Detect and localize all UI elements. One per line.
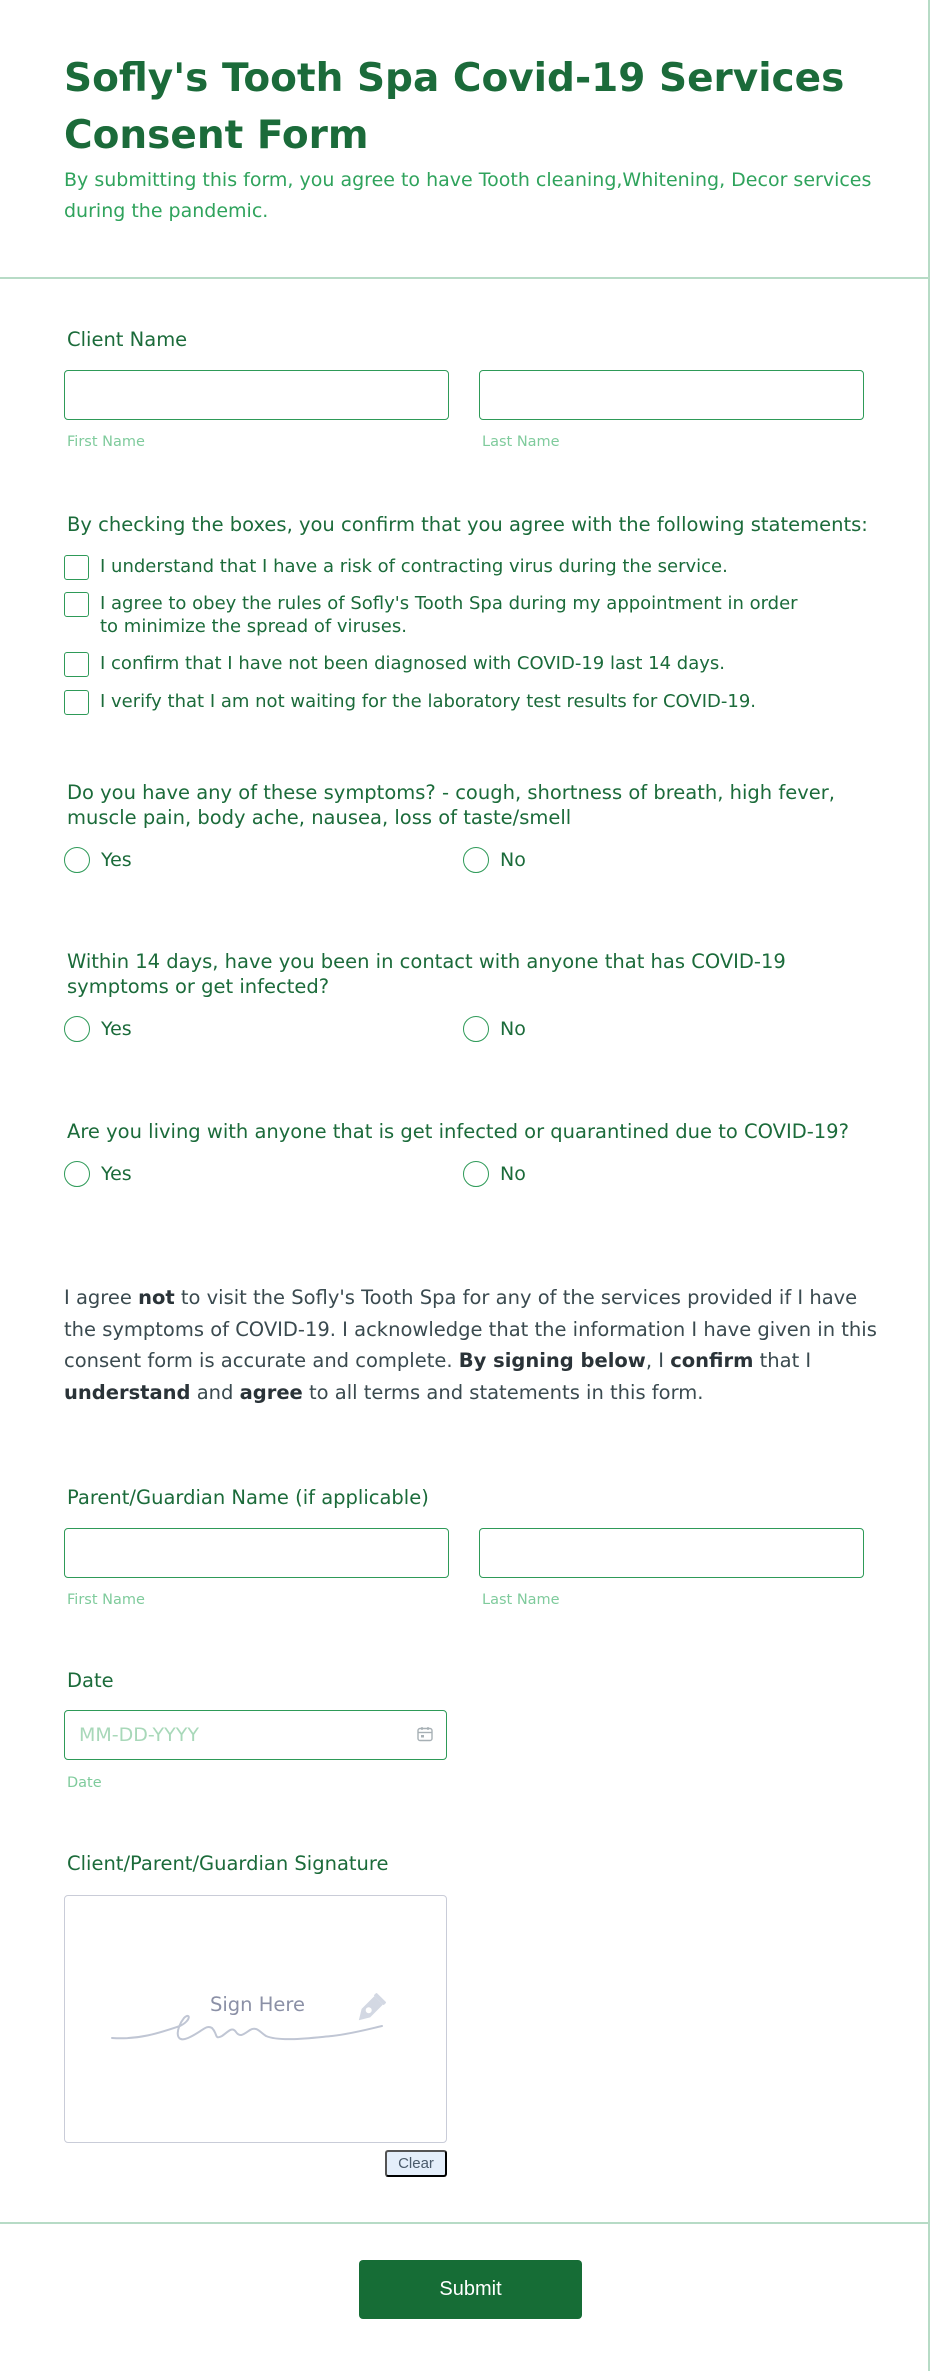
submit-button[interactable]: Submit <box>359 2260 582 2319</box>
client-name-label: Client Name <box>67 328 188 351</box>
radio-circle[interactable] <box>463 1016 489 1042</box>
radio-circle[interactable] <box>64 1016 90 1042</box>
clear-signature-button[interactable]: Clear <box>385 2150 447 2177</box>
statement-text: I agree to obey the rules of Sofly's Tooth Spa during my appointment in order to minimize the spread of viruses. <box>100 593 798 637</box>
agreement-bold-text: agree <box>239 1380 303 1404</box>
statement-checkbox[interactable] <box>64 555 89 580</box>
radio-label: No <box>500 1018 526 1040</box>
form-header <box>0 0 928 279</box>
signature-label: Client/Parent/Guardian Signature <box>67 1852 389 1875</box>
radio-label: Yes <box>101 1163 132 1185</box>
date-input[interactable] <box>64 1710 447 1760</box>
statements-label: By checking the boxes, you confirm that you agree with the following statements: <box>67 513 868 536</box>
agreement-bold-text: By signing below <box>458 1349 646 1372</box>
statement-row[interactable] <box>64 652 820 677</box>
contact-no-option[interactable] <box>463 1016 526 1042</box>
date-label: Date <box>67 1669 114 1692</box>
statement-row[interactable] <box>64 555 820 580</box>
client-first-name-input[interactable] <box>64 370 449 420</box>
symptoms-yes-option[interactable] <box>64 847 132 873</box>
statement-checkbox[interactable] <box>64 592 89 617</box>
agreement-bold-text: not <box>138 1286 175 1309</box>
agreement-text: , I <box>645 1349 671 1372</box>
contact-yes-option[interactable] <box>64 1016 132 1042</box>
agreement-paragraph <box>64 1282 884 1408</box>
radio-label: Yes <box>101 1018 132 1040</box>
statement-text: I understand that I have a risk of contracting virus during the service. <box>100 556 728 577</box>
guardian-last-name-sublabel: Last Name <box>482 1592 560 1608</box>
radio-circle[interactable] <box>64 1161 90 1187</box>
guardian-name-label: Parent/Guardian Name (if applicable) <box>67 1486 429 1509</box>
symptoms-question: Do you have any of these symptoms? - cough, shortness of breath, high fever, muscle pain, body ache, nausea, loss of taste/smell <box>67 781 835 829</box>
guardian-last-name-input[interactable] <box>479 1528 864 1578</box>
statement-row[interactable] <box>64 690 820 715</box>
date-sublabel: Date <box>67 1775 102 1791</box>
agreement-text: that I <box>753 1349 812 1372</box>
living-no-option[interactable] <box>463 1161 526 1187</box>
client-first-name-sublabel: First Name <box>67 434 145 450</box>
statement-checkbox[interactable] <box>64 652 89 677</box>
form-title: Sofly's Tooth Spa Covid-19 Services Consent Form <box>64 56 845 158</box>
client-last-name-input[interactable] <box>479 370 864 420</box>
living-question: Are you living with anyone that is get infected or quarantined due to COVID-19? <box>67 1120 849 1143</box>
sign-here-placeholder: Sign Here <box>210 1993 305 2016</box>
guardian-first-name-sublabel: First Name <box>67 1592 145 1608</box>
radio-circle[interactable] <box>64 847 90 873</box>
radio-label: No <box>500 849 526 871</box>
agreement-text: I agree <box>64 1286 139 1309</box>
agreement-text: to visit the Sofly's Tooth Spa for any of the services provided if I have the symptoms of COVID-19. I acknowledge that the information I have given in this consent form is accurate and complete. <box>64 1286 877 1372</box>
radio-label: No <box>500 1163 526 1185</box>
statement-row[interactable] <box>64 592 820 638</box>
contact-question: Within 14 days, have you been in contact with anyone that has COVID-19 symptoms or get infected? <box>67 950 786 998</box>
pen-icon <box>347 1990 389 2032</box>
guardian-first-name-input[interactable] <box>64 1528 449 1578</box>
form-subtitle: By submitting this form, you agree to have Tooth cleaning,Whitening, Decor services during the pandemic. <box>64 169 872 222</box>
statement-text: I confirm that I have not been diagnosed with COVID-19 last 14 days. <box>100 653 725 674</box>
agreement-text: and <box>190 1380 240 1404</box>
signature-pad[interactable] <box>64 1895 447 2143</box>
calendar-icon[interactable] <box>416 1725 434 1747</box>
header-divider <box>0 277 928 279</box>
client-last-name-sublabel: Last Name <box>482 434 560 450</box>
symptoms-no-option[interactable] <box>463 847 526 873</box>
footer-divider <box>0 2222 928 2224</box>
statement-text: I verify that I am not waiting for the laboratory test results for COVID-19. <box>100 691 756 712</box>
agreement-bold-text: understand <box>64 1380 191 1404</box>
agreement-text: to all terms and statements in this form. <box>302 1380 704 1404</box>
radio-label: Yes <box>101 849 132 871</box>
date-placeholder: MM-DD-YYYY <box>79 1724 199 1746</box>
statement-checkbox[interactable] <box>64 690 89 715</box>
living-yes-option[interactable] <box>64 1161 132 1187</box>
radio-circle[interactable] <box>463 1161 489 1187</box>
agreement-bold-text: confirm <box>670 1349 754 1372</box>
radio-circle[interactable] <box>463 847 489 873</box>
